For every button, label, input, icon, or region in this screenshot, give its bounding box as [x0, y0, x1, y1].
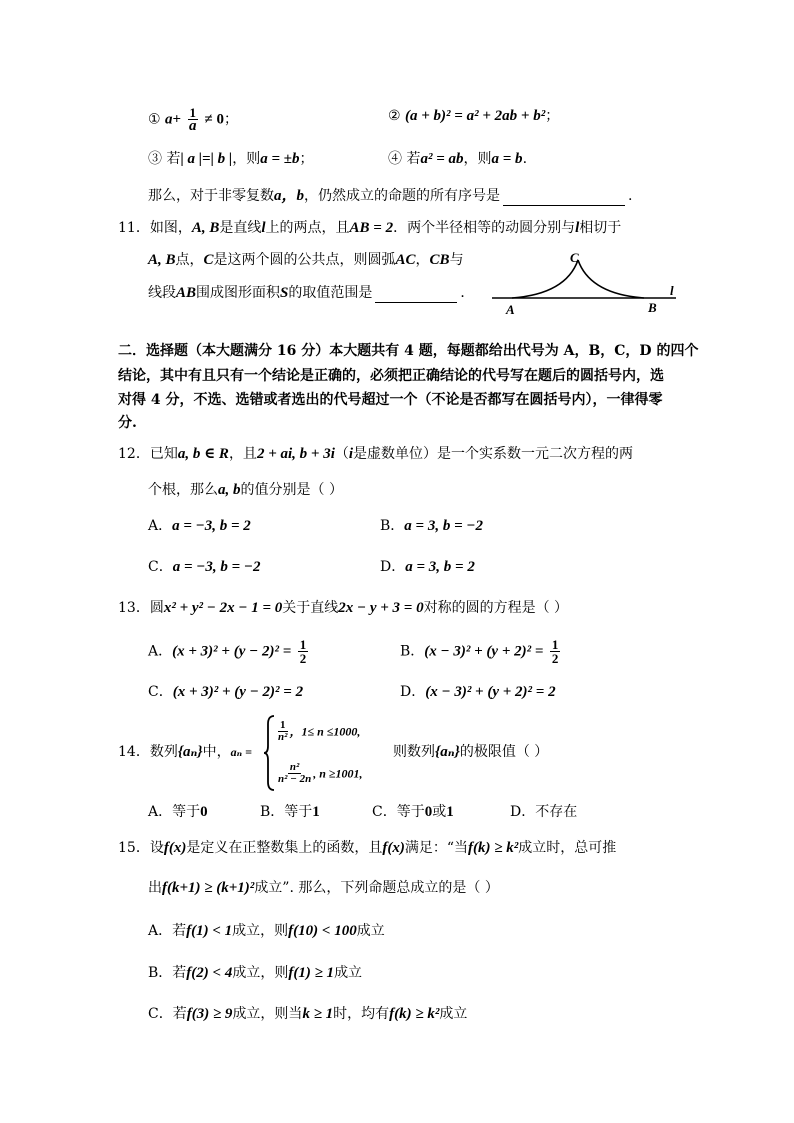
q14-option-a[interactable]: A．等于0 [148, 804, 208, 820]
q13-option-a[interactable]: A．(x + 3)² + (y − 2)² = $\frac{1}{2}$ [148, 637, 307, 666]
q13-a-fraction: $\frac{1}{2}$ [299, 637, 307, 666]
label-a: A [506, 302, 515, 317]
q14-option-d[interactable]: D．不存在 [510, 804, 578, 820]
q10-item1-fraction: $\frac{1}{a}$ [189, 105, 197, 134]
q11-line-1: 11．如图，A, B是直线l上的两点，且AB = 2．两个半径相等的动圆分别与l相切于 [118, 220, 622, 236]
q13-option-d[interactable]: D．(x − 3)² + (y + 2)² = 2 [400, 684, 556, 700]
arc-cb [578, 260, 644, 298]
label-b: B [648, 300, 657, 315]
section2-line-4: 分. [118, 415, 137, 431]
q13-stem: 13．圆x² + y² − 2x − 1 = 0关于直线2x − y + 3 = 0对称的圆的方程是（ ） [118, 600, 569, 616]
q10-item-4: ④ 若a² = ab，则a = b. [388, 151, 528, 167]
q14-option-b[interactable]: B．等于1 [260, 804, 320, 820]
q14-stem-left: 14．数列{aₙ}中，aₙ = [118, 744, 252, 760]
q15-option-c[interactable]: C．若f(3) ≥ 9成立，则当k ≥ 1时，均有f(k) ≥ k²成立 [148, 1006, 468, 1022]
q15-option-a[interactable]: A．若f(1) < 1成立，则f(10) < 100成立 [148, 923, 385, 939]
q13-option-b[interactable]: B．(x − 3)² + (y + 2)² = $\frac{1}{2}$ [400, 637, 559, 666]
section2-line-3: 对得 4 分，不选、选错或者选出的代号超过一个（不论是否都写在圆括号内），一律得零 [118, 392, 663, 408]
q12-option-b[interactable]: B．a = 3, b = −2 [380, 518, 483, 534]
q12-stem-2: 个根，那么a, b的值分别是（ ） [148, 482, 343, 498]
q11-figure [488, 248, 688, 320]
q11-answer-blank[interactable] [375, 302, 457, 303]
q10-item-2: ② (a + b)² = a² + 2ab + b²； [388, 108, 560, 124]
q10-conclusion: 那么，对于非零复数a，b，仍然成立的命题的所有序号是 . [148, 188, 633, 204]
q10-answer-blank[interactable] [503, 205, 625, 206]
q12-option-d[interactable]: D．a = 3, b = 2 [380, 559, 475, 575]
q10-item-1: ① a+ $\frac{1}{a}$ ≠ 0； [148, 105, 238, 134]
q15-stem-2: 出f(k+1) ≥ (k+1)²成立”. 那么，下列命题总成立的是（ ） [148, 880, 499, 896]
section2-line-1: 二．选择题（本大题满分 16 分）本大题共有 4 题，每题都给出代号为 A，B，C，D 的四个 [118, 343, 699, 359]
q11-line-3: 线段AB围成图形面积S的取值范围是 ． [148, 285, 475, 301]
arc-ac [512, 260, 578, 298]
q12-option-c[interactable]: C．a = −3, b = −2 [148, 559, 261, 575]
section2-line-2: 结论，其中有且只有一个结论是正确的，必须把正确结论的代号写在题后的圆括号内，选 [118, 368, 664, 384]
label-l: l [670, 283, 674, 298]
q14-case-2: $\frac{\text{n²}}{\text{n² − 2n}}$ , n ≥1001, [278, 761, 363, 785]
q12-option-a[interactable]: A．a = −3, b = 2 [148, 518, 251, 534]
q10-item-3: ③ 若| a |=| b |，则a = ±b； [148, 151, 314, 167]
q13-b-fraction: $\frac{1}{2}$ [551, 637, 559, 666]
q14-stem-right: 则数列{aₙ}的极限值（ ） [393, 744, 549, 760]
q15-stem-1: 15．设f(x)是定义在正整数集上的函数，且f(x)满足：“当f(k) ≥ k²成立时，总可推 [118, 840, 617, 856]
q14-option-c[interactable]: C．等于0或1 [372, 804, 454, 820]
q12-stem-1: 12．已知a, b ∈ R，且2 + ai, b + 3i（i是虚数单位）是一个实系数一元二次方程的两 [118, 446, 634, 462]
q14-case-1: $\frac{1}{\text{n²}}$ ，1≤ n ≤1000, [278, 719, 361, 743]
q13-option-c[interactable]: C．(x + 3)² + (y − 2)² = 2 [148, 684, 304, 700]
q15-option-b[interactable]: B．若f(2) < 4成立，则f(1) ≥ 1成立 [148, 965, 363, 981]
q14-brace [264, 714, 276, 792]
label-c: C [570, 250, 579, 265]
q11-line-2: A, B点，C是这两个圆的公共点，则圆弧AC，CB与 [148, 252, 464, 268]
